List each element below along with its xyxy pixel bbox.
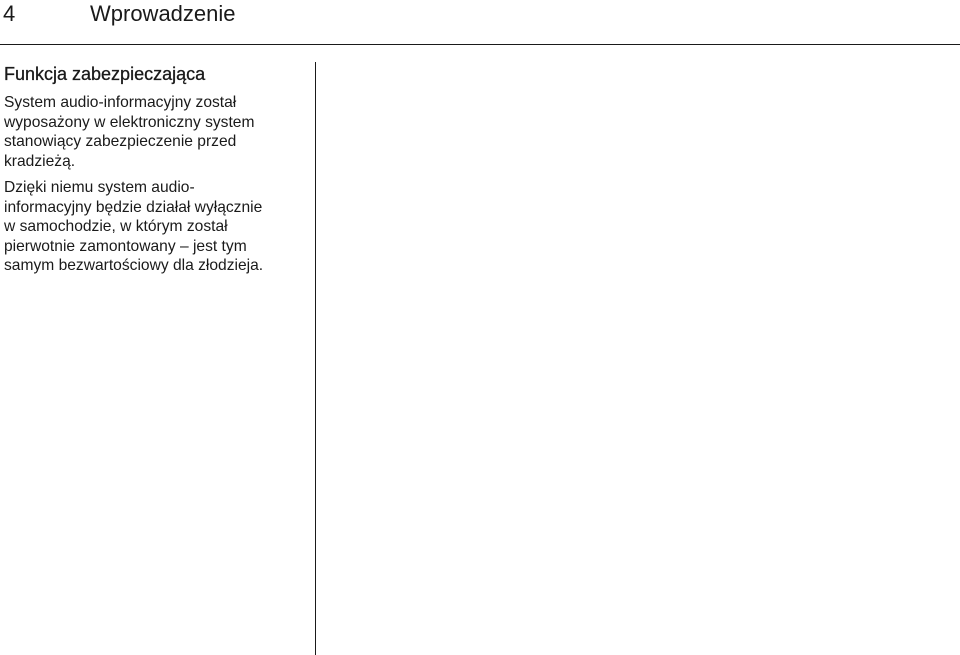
paragraph-line: samym bezwartościowy dla złodzieja.: [4, 257, 264, 274]
paragraph-anti-theft-effect: [4, 178, 309, 276]
column-divider: [315, 62, 316, 655]
chapter-title: Wprowadzenie: [90, 1, 236, 26]
paragraph-anti-theft-intro: [4, 93, 309, 171]
header-rule: [0, 44, 960, 45]
paragraph-line: stanowiący zabezpieczenie przed: [4, 133, 237, 150]
page-header: [0, 0, 960, 46]
paragraph-line: pierwotnie zamontowany – jest tym: [4, 237, 247, 255]
paragraph-line: wyposażony w elektroniczny system: [4, 113, 255, 131]
paragraph-line: kradzieżą.: [4, 152, 76, 170]
page-number: 4: [3, 1, 16, 26]
paragraph-line: w samochodzie, w którym został: [4, 218, 228, 235]
paragraph-line: informacyjny będzie działał wyłącznie: [4, 198, 263, 216]
paragraph-line: Dzięki niemu system audio-: [4, 179, 195, 196]
section-heading: Funkcja zabezpieczająca: [4, 64, 206, 84]
left-column: [4, 63, 309, 276]
paragraph-line: System audio-informacyjny został: [4, 94, 237, 111]
